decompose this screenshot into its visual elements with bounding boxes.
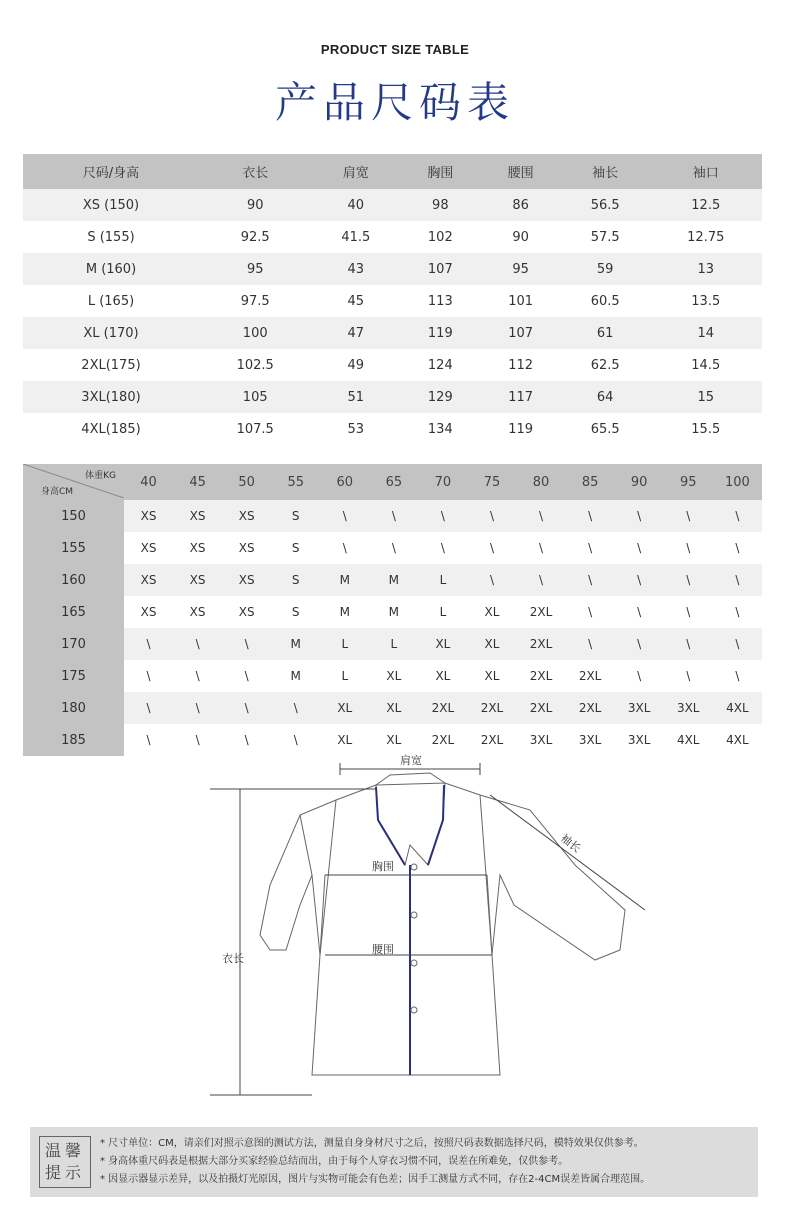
- size-value-cell: 95: [480, 253, 560, 285]
- page-title: 产品尺码表: [274, 78, 515, 127]
- recommended-size-cell: XS: [173, 564, 222, 596]
- recommended-size-cell: \: [173, 660, 222, 692]
- recommended-size-cell: XS: [124, 596, 173, 628]
- subtitle: PRODUCT SIZE TABLE: [320, 42, 470, 57]
- recommended-size-cell: \: [369, 532, 418, 564]
- tip-line: * 因显示器显示差异，以及拍摄灯光原因，图片与实物可能会有色差；因手工测量方式不同，存在2-4CM误差皆属合理范围。: [100, 1174, 651, 1185]
- recommended-size-cell: XL: [418, 660, 467, 692]
- size-label-cell: L (165): [23, 285, 199, 317]
- size-value-cell: 56.5: [561, 189, 650, 221]
- size-value-cell: 60.5: [561, 285, 650, 317]
- recommended-size-cell: XL: [369, 692, 418, 724]
- header-cell: 胸围: [400, 154, 480, 189]
- recommended-size-cell: M: [369, 564, 418, 596]
- size-row: [23, 221, 762, 253]
- size-value-cell: 61: [561, 317, 650, 349]
- recommended-size-cell: \: [517, 500, 566, 532]
- recommended-size-cell: 4XL: [713, 692, 762, 724]
- recommended-size-cell: \: [713, 596, 762, 628]
- recommended-size-cell: 2XL: [566, 660, 615, 692]
- recommended-size-cell: 4XL: [713, 724, 762, 756]
- recommended-size-cell: XS: [173, 500, 222, 532]
- recommended-size-cell: \: [615, 532, 664, 564]
- size-value-cell: 90: [199, 189, 311, 221]
- height-row: [23, 532, 762, 564]
- recommended-size-cell: L: [418, 596, 467, 628]
- size-row: [23, 349, 762, 381]
- weight-header-cell: 75: [467, 464, 516, 500]
- recommended-size-cell: \: [320, 532, 369, 564]
- recommended-size-cell: \: [664, 532, 713, 564]
- recommended-size-cell: XS: [124, 500, 173, 532]
- size-value-cell: 53: [311, 413, 400, 445]
- recommended-size-cell: XL: [467, 628, 516, 660]
- height-cell: 170: [23, 628, 124, 660]
- recommended-size-cell: \: [517, 532, 566, 564]
- recommended-size-cell: \: [713, 628, 762, 660]
- waist-label: 腰围: [372, 943, 394, 956]
- size-label-cell: M (160): [23, 253, 199, 285]
- size-value-cell: 12.5: [650, 189, 762, 221]
- size-value-cell: 95: [199, 253, 311, 285]
- chest-label: 胸围: [372, 860, 394, 873]
- height-cell: 155: [23, 532, 124, 564]
- size-value-cell: 113: [400, 285, 480, 317]
- size-value-cell: 13: [650, 253, 762, 285]
- recommended-size-cell: 3XL: [566, 724, 615, 756]
- weight-header-cell: 90: [615, 464, 664, 500]
- size-value-cell: 119: [480, 413, 560, 445]
- height-weight-table: [23, 464, 762, 756]
- recommended-size-cell: \: [124, 628, 173, 660]
- size-value-cell: 13.5: [650, 285, 762, 317]
- height-cell: 165: [23, 596, 124, 628]
- size-value-cell: 15.5: [650, 413, 762, 445]
- size-value-cell: 14: [650, 317, 762, 349]
- weight-header-cell: 100: [713, 464, 762, 500]
- height-row: [23, 660, 762, 692]
- size-value-cell: 40: [311, 189, 400, 221]
- size-value-cell: 12.75: [650, 221, 762, 253]
- size-table-header: [23, 154, 762, 189]
- weight-header-cell: 40: [124, 464, 173, 500]
- recommended-size-cell: 2XL: [418, 692, 467, 724]
- recommended-size-cell: L: [369, 628, 418, 660]
- size-value-cell: 43: [311, 253, 400, 285]
- recommended-size-cell: \: [566, 532, 615, 564]
- weight-header-cell: 55: [271, 464, 320, 500]
- recommended-size-cell: \: [664, 564, 713, 596]
- size-value-cell: 124: [400, 349, 480, 381]
- recommended-size-cell: \: [664, 500, 713, 532]
- size-label-cell: XS (150): [23, 189, 199, 221]
- recommended-size-cell: XS: [222, 564, 271, 596]
- weight-axis-label: 体重KG: [85, 471, 116, 481]
- size-row: [23, 253, 762, 285]
- weight-header-cell: 60: [320, 464, 369, 500]
- size-value-cell: 107.5: [199, 413, 311, 445]
- header-cell: 袖长: [561, 154, 650, 189]
- recommended-size-cell: \: [566, 596, 615, 628]
- height-cell: 185: [23, 724, 124, 756]
- recommended-size-cell: XS: [124, 532, 173, 564]
- recommended-size-cell: \: [271, 692, 320, 724]
- recommended-size-cell: XL: [467, 596, 516, 628]
- size-row: [23, 413, 762, 445]
- recommended-size-cell: 2XL: [517, 628, 566, 660]
- recommended-size-cell: 3XL: [615, 724, 664, 756]
- recommended-size-cell: \: [615, 500, 664, 532]
- tips-badge: [39, 1136, 91, 1188]
- sleeve-label: 袖长: [558, 831, 584, 856]
- recommended-size-cell: L: [320, 660, 369, 692]
- weight-header-cell: 80: [517, 464, 566, 500]
- header-cell: 衣长: [199, 154, 311, 189]
- size-row: [23, 317, 762, 349]
- size-value-cell: 15: [650, 381, 762, 413]
- size-label-cell: 2XL(175): [23, 349, 199, 381]
- recommended-size-cell: \: [467, 532, 516, 564]
- size-value-cell: 86: [480, 189, 560, 221]
- measurement-diagram: [200, 745, 660, 1115]
- recommended-size-cell: S: [271, 564, 320, 596]
- header-cell: 腰围: [480, 154, 560, 189]
- recommended-size-cell: \: [124, 724, 173, 756]
- size-value-cell: 49: [311, 349, 400, 381]
- recommended-size-cell: XL: [369, 724, 418, 756]
- size-table: [23, 154, 762, 445]
- size-value-cell: 107: [480, 317, 560, 349]
- recommended-size-cell: \: [222, 724, 271, 756]
- tip-line: * 尺寸单位：CM，请亲们对照示意图的测试方法，测量自身身材尺寸之后，按照尺码表数据选择尺码，模特效果仅供参考。: [100, 1138, 644, 1149]
- size-value-cell: 117: [480, 381, 560, 413]
- weight-header-cell: 85: [566, 464, 615, 500]
- size-value-cell: 90: [480, 221, 560, 253]
- height-cell: 160: [23, 564, 124, 596]
- recommended-size-cell: \: [713, 532, 762, 564]
- weight-header-row: [23, 464, 762, 500]
- height-row: [23, 500, 762, 532]
- size-label-cell: 3XL(180): [23, 381, 199, 413]
- recommended-size-cell: 2XL: [517, 692, 566, 724]
- weight-header-cell: 65: [369, 464, 418, 500]
- recommended-size-cell: S: [271, 500, 320, 532]
- weight-header-cell: 95: [664, 464, 713, 500]
- size-value-cell: 45: [311, 285, 400, 317]
- size-value-cell: 98: [400, 189, 480, 221]
- recommended-size-cell: XS: [173, 596, 222, 628]
- size-value-cell: 64: [561, 381, 650, 413]
- recommended-size-cell: XS: [173, 532, 222, 564]
- header-cell: 袖口: [650, 154, 762, 189]
- recommended-size-cell: \: [566, 628, 615, 660]
- header-cell: 尺码/身高: [23, 154, 199, 189]
- recommended-size-cell: 2XL: [566, 692, 615, 724]
- recommended-size-cell: \: [713, 500, 762, 532]
- recommended-size-cell: \: [369, 500, 418, 532]
- recommended-size-cell: XS: [124, 564, 173, 596]
- size-value-cell: 14.5: [650, 349, 762, 381]
- recommended-size-cell: \: [222, 692, 271, 724]
- size-value-cell: 41.5: [311, 221, 400, 253]
- recommended-size-cell: \: [615, 660, 664, 692]
- size-label-cell: 4XL(185): [23, 413, 199, 445]
- recommended-size-cell: 4XL: [664, 724, 713, 756]
- recommended-size-cell: \: [615, 564, 664, 596]
- size-value-cell: 102: [400, 221, 480, 253]
- tips-label-line2: 提示: [44, 1163, 85, 1182]
- shoulder-label: 肩宽: [400, 754, 422, 767]
- size-value-cell: 112: [480, 349, 560, 381]
- height-row: [23, 628, 762, 660]
- recommended-size-cell: XL: [320, 692, 369, 724]
- recommended-size-cell: \: [418, 532, 467, 564]
- size-value-cell: 129: [400, 381, 480, 413]
- recommended-size-cell: 2XL: [517, 596, 566, 628]
- recommended-size-cell: \: [664, 596, 713, 628]
- recommended-size-cell: \: [271, 724, 320, 756]
- recommended-size-cell: L: [418, 564, 467, 596]
- recommended-size-cell: 3XL: [664, 692, 713, 724]
- recommended-size-cell: M: [271, 660, 320, 692]
- size-value-cell: 47: [311, 317, 400, 349]
- recommended-size-cell: M: [320, 596, 369, 628]
- recommended-size-cell: M: [320, 564, 369, 596]
- recommended-size-cell: \: [467, 564, 516, 596]
- recommended-size-cell: \: [664, 660, 713, 692]
- size-value-cell: 105: [199, 381, 311, 413]
- size-value-cell: 57.5: [561, 221, 650, 253]
- recommended-size-cell: \: [173, 628, 222, 660]
- size-row: [23, 189, 762, 221]
- recommended-size-cell: \: [320, 500, 369, 532]
- tips-text: [100, 1135, 650, 1189]
- size-value-cell: 59: [561, 253, 650, 285]
- recommended-size-cell: 3XL: [615, 692, 664, 724]
- weight-header-cell: 45: [173, 464, 222, 500]
- size-value-cell: 101: [480, 285, 560, 317]
- weight-header-cell: 50: [222, 464, 271, 500]
- header-cell: 肩宽: [311, 154, 400, 189]
- recommended-size-cell: \: [173, 692, 222, 724]
- size-label-cell: S (155): [23, 221, 199, 253]
- recommended-size-cell: \: [124, 660, 173, 692]
- recommended-size-cell: \: [566, 564, 615, 596]
- size-value-cell: 107: [400, 253, 480, 285]
- size-value-cell: 92.5: [199, 221, 311, 253]
- height-axis-label: 身高CM: [41, 487, 74, 497]
- tip-line: * 身高体重尺码表是根据大部分买家经验总结而出，由于每个人穿衣习惯不同，误差在所难免，仅供参考。: [100, 1156, 569, 1167]
- weight-header-cell: 70: [418, 464, 467, 500]
- recommended-size-cell: S: [271, 532, 320, 564]
- recommended-size-cell: XL: [418, 628, 467, 660]
- corner-cell: [23, 464, 124, 500]
- height-cell: 180: [23, 692, 124, 724]
- size-value-cell: 62.5: [561, 349, 650, 381]
- recommended-size-cell: 2XL: [517, 660, 566, 692]
- height-row: [23, 564, 762, 596]
- length-label: 衣长: [222, 952, 244, 965]
- tips-panel: [30, 1127, 758, 1197]
- size-value-cell: 51: [311, 381, 400, 413]
- recommended-size-cell: \: [124, 692, 173, 724]
- recommended-size-cell: \: [664, 628, 713, 660]
- recommended-size-cell: \: [566, 500, 615, 532]
- recommended-size-cell: \: [222, 660, 271, 692]
- recommended-size-cell: \: [615, 628, 664, 660]
- recommended-size-cell: \: [615, 596, 664, 628]
- size-label-cell: XL (170): [23, 317, 199, 349]
- recommended-size-cell: 2XL: [467, 724, 516, 756]
- height-row: [23, 692, 762, 724]
- recommended-size-cell: M: [271, 628, 320, 660]
- size-value-cell: 102.5: [199, 349, 311, 381]
- recommended-size-cell: M: [369, 596, 418, 628]
- recommended-size-cell: XS: [222, 500, 271, 532]
- size-value-cell: 100: [199, 317, 311, 349]
- recommended-size-cell: 2XL: [467, 692, 516, 724]
- recommended-size-cell: \: [418, 500, 467, 532]
- size-value-cell: 65.5: [561, 413, 650, 445]
- recommended-size-cell: XL: [467, 660, 516, 692]
- recommended-size-cell: 3XL: [517, 724, 566, 756]
- recommended-size-cell: XL: [369, 660, 418, 692]
- recommended-size-cell: XS: [222, 596, 271, 628]
- recommended-size-cell: 2XL: [418, 724, 467, 756]
- recommended-size-cell: \: [517, 564, 566, 596]
- size-row: [23, 381, 762, 413]
- tips-label-line1: 温馨: [44, 1141, 85, 1160]
- size-row: [23, 285, 762, 317]
- recommended-size-cell: \: [467, 500, 516, 532]
- recommended-size-cell: L: [320, 628, 369, 660]
- recommended-size-cell: \: [222, 628, 271, 660]
- recommended-size-cell: \: [713, 660, 762, 692]
- recommended-size-cell: XL: [320, 724, 369, 756]
- recommended-size-cell: \: [173, 724, 222, 756]
- height-row: [23, 596, 762, 628]
- height-cell: 175: [23, 660, 124, 692]
- size-value-cell: 134: [400, 413, 480, 445]
- recommended-size-cell: XS: [222, 532, 271, 564]
- recommended-size-cell: \: [713, 564, 762, 596]
- height-cell: 150: [23, 500, 124, 532]
- coat-illustration: [200, 745, 660, 1115]
- recommended-size-cell: S: [271, 596, 320, 628]
- size-value-cell: 97.5: [199, 285, 311, 317]
- size-value-cell: 119: [400, 317, 480, 349]
